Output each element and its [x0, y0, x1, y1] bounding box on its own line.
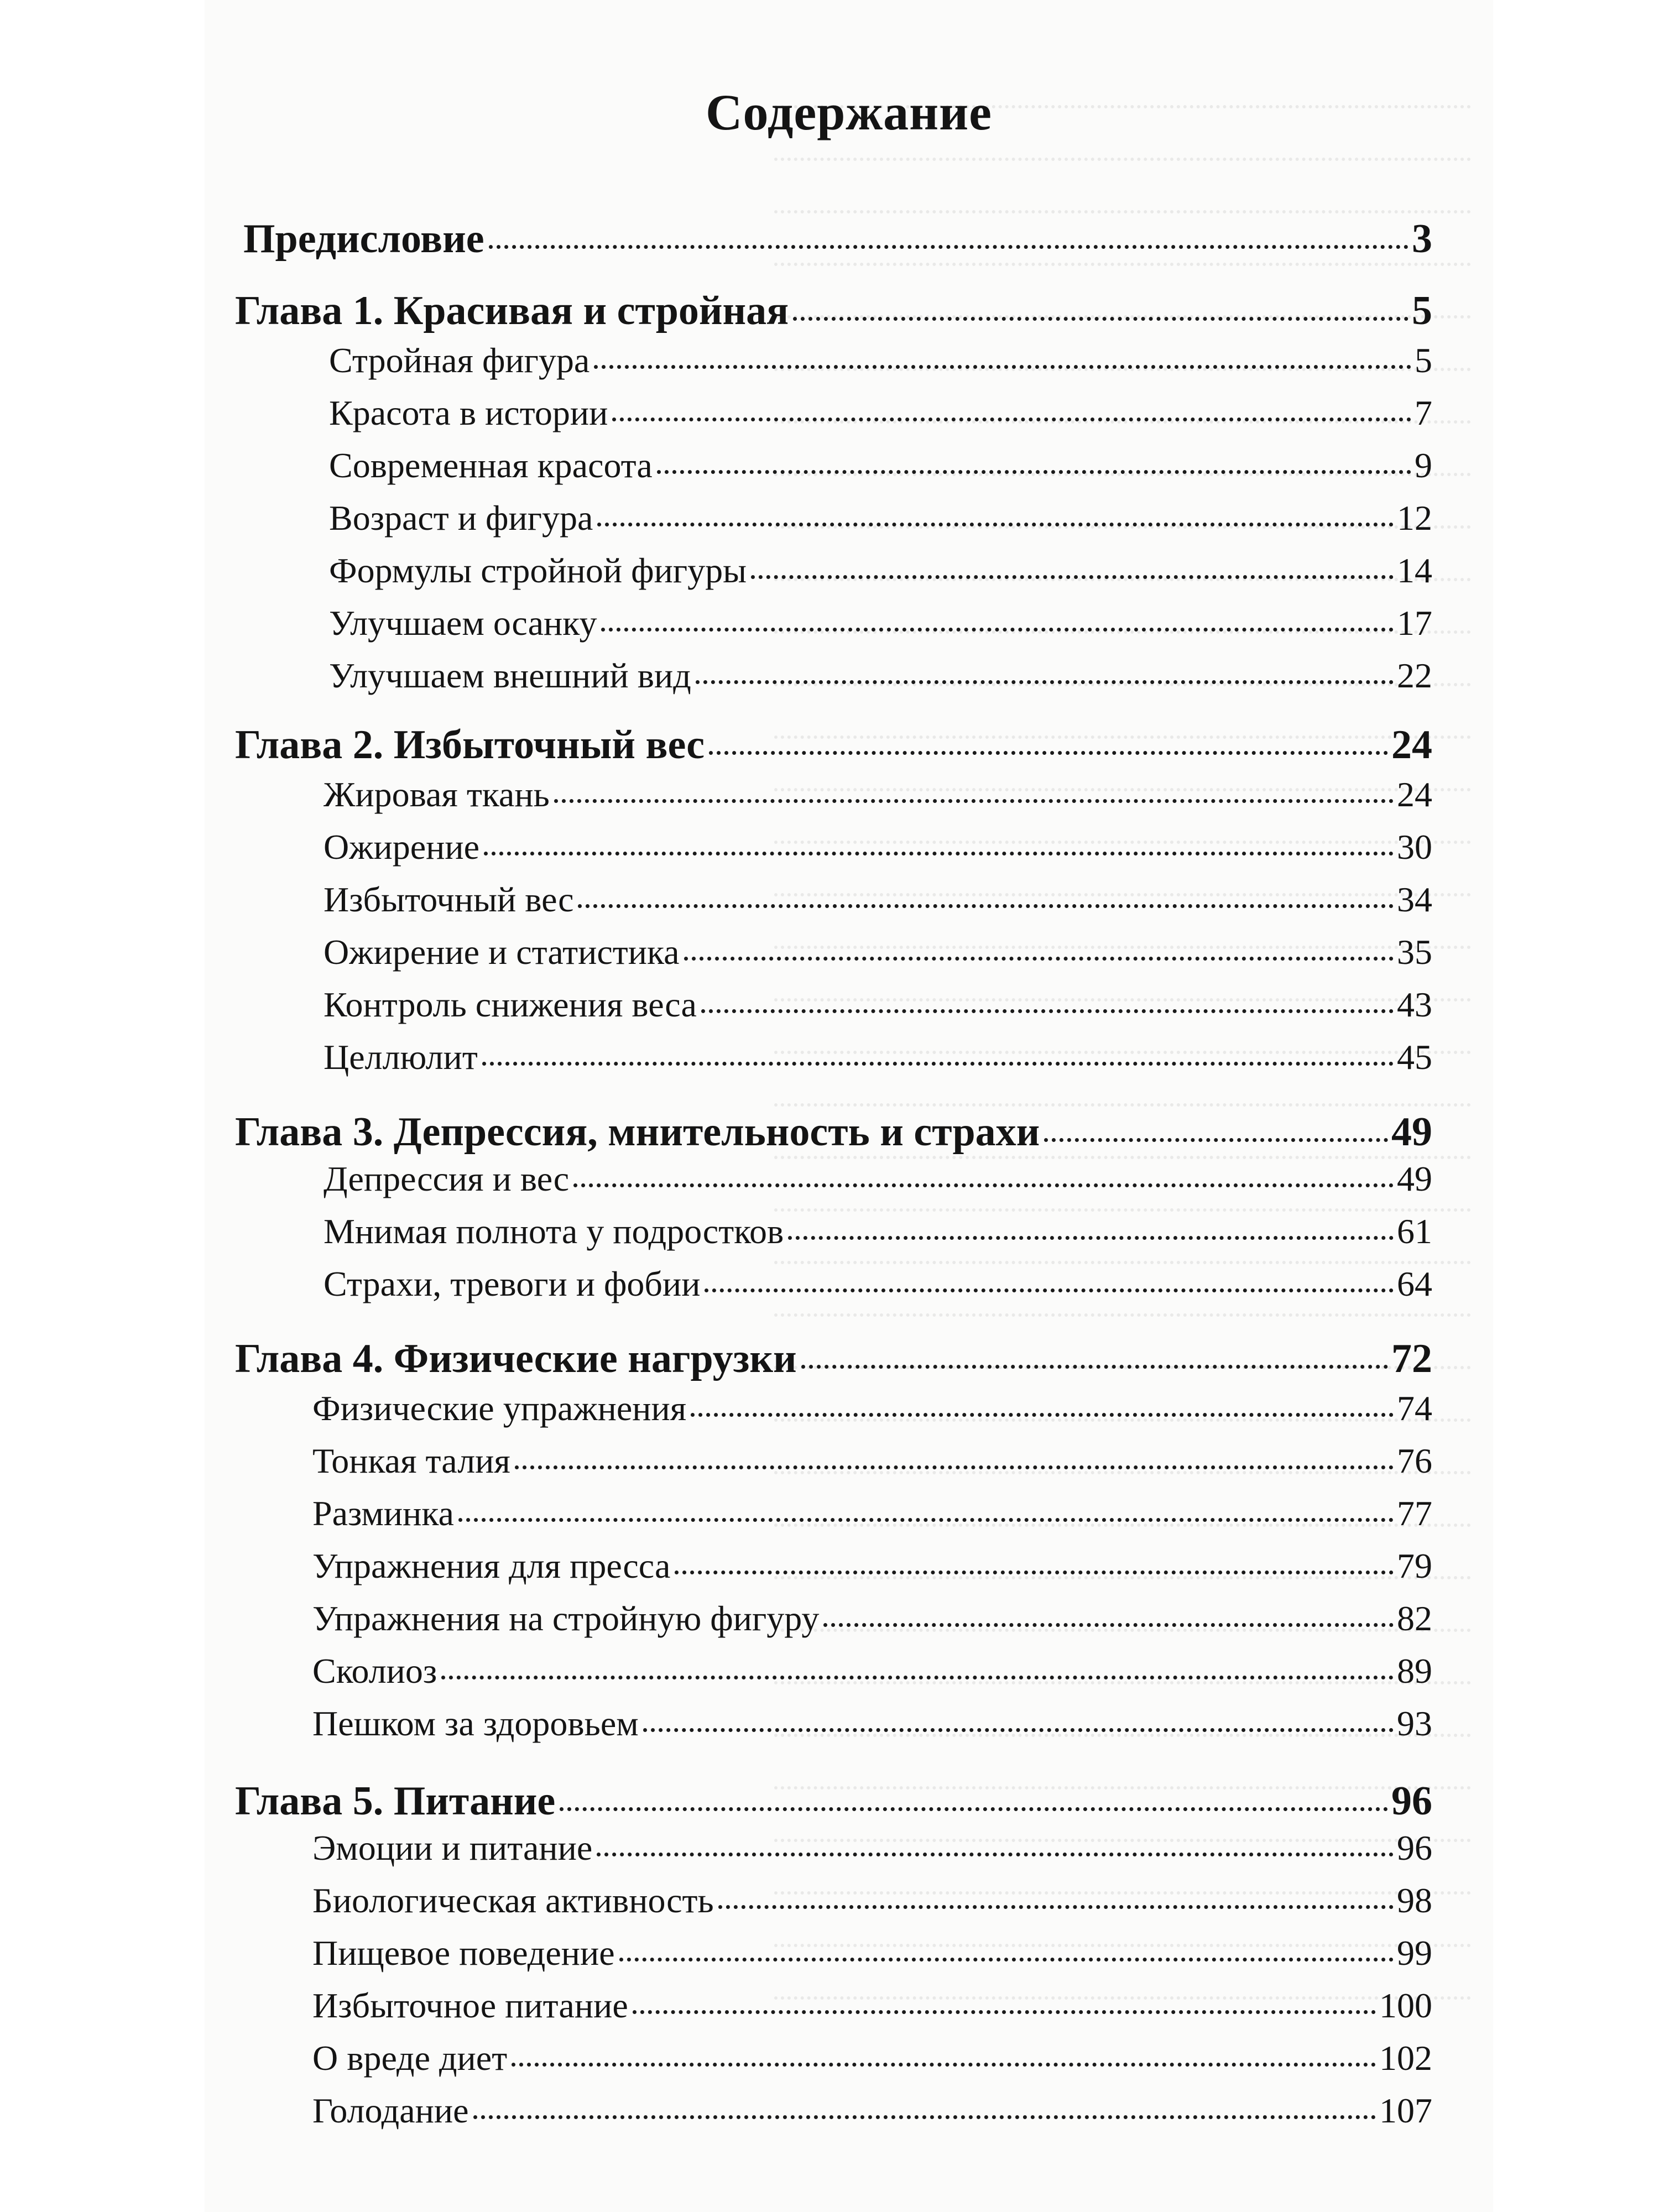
toc-page-number: 9: [1415, 446, 1432, 485]
toc-page-number: 96: [1397, 1828, 1432, 1867]
table-of-contents: [205, 0, 1493, 2212]
dot-leader: [458, 1518, 1394, 1522]
toc-page-number: 5: [1412, 288, 1432, 333]
toc-entry-title: Ожирение: [324, 827, 479, 867]
dot-leader: [823, 1623, 1394, 1627]
toc-entry-title: Избыточное питание: [312, 1986, 628, 2025]
toc-page-number: 14: [1397, 551, 1432, 590]
toc-page-number: 49: [1391, 1109, 1432, 1155]
dot-leader: [597, 523, 1394, 526]
toc-page-number: 64: [1397, 1264, 1432, 1303]
toc-chapter-entry: [235, 722, 1432, 768]
dot-leader: [515, 1465, 1394, 1469]
toc-entry-title: Упражнения для пресса: [312, 1546, 671, 1585]
toc-entry-title: Улучшаем осанку: [329, 603, 597, 643]
toc-page-number: 76: [1397, 1441, 1432, 1480]
toc-entry-title: Глава 2. Избыточный вес: [235, 722, 705, 768]
dot-leader: [554, 799, 1394, 803]
toc-section-entry: [312, 1601, 1432, 1636]
toc-page-number: 74: [1397, 1389, 1432, 1428]
toc-entry-title: Упражнения на стройную фигуру: [312, 1599, 820, 1638]
toc-section-entry: [312, 2093, 1432, 2128]
toc-entry-title: О вреде диет: [312, 2038, 508, 2078]
dot-leader: [633, 2010, 1376, 2014]
toc-page-number: 12: [1397, 498, 1432, 538]
toc-entry-title: Депрессия и вес: [324, 1159, 570, 1198]
toc-section-entry: [329, 500, 1432, 536]
dot-leader: [612, 418, 1411, 421]
toc-entry-title: Физические упражнения: [312, 1389, 687, 1428]
toc-page-number: 34: [1397, 880, 1432, 919]
dot-leader: [512, 2063, 1376, 2067]
toc-entry-title: Красота в истории: [329, 393, 608, 432]
toc-section-entry: [312, 1496, 1432, 1531]
dot-leader: [684, 957, 1394, 961]
toc-entry-title: Современная красота: [329, 446, 653, 485]
dot-leader: [601, 628, 1394, 632]
toc-entry-title: Целлюлит: [324, 1037, 478, 1077]
dot-leader: [801, 1365, 1388, 1369]
toc-section-entry: [329, 448, 1432, 483]
dot-leader: [482, 1062, 1394, 1066]
toc-chapter-entry: [243, 216, 1432, 262]
dot-leader: [578, 904, 1394, 908]
page-title: Содержание: [706, 84, 992, 140]
toc-section-entry: [312, 2038, 1432, 2078]
toc-page-number: 49: [1397, 1159, 1432, 1198]
toc-entry-title: Избыточный вес: [324, 880, 574, 919]
toc-section-entry: [312, 1830, 1432, 1866]
toc-entry-title: Предисловие: [243, 216, 484, 262]
dot-leader: [484, 852, 1394, 855]
dot-leader: [489, 245, 1408, 249]
toc-entry-title: Страхи, тревоги и фобии: [324, 1264, 701, 1303]
toc-page-number: 35: [1397, 932, 1432, 972]
dot-leader: [696, 680, 1394, 684]
dot-leader: [619, 1958, 1394, 1961]
dot-leader: [657, 470, 1411, 474]
toc-page-number: 24: [1391, 722, 1432, 768]
toc-entry-title: Тонкая талия: [312, 1441, 510, 1480]
dot-leader: [691, 1413, 1394, 1417]
toc-page-number: 89: [1397, 1651, 1432, 1691]
toc-entry-title: Эмоции и питание: [312, 1828, 593, 1867]
dot-leader: [788, 1236, 1394, 1240]
dot-leader: [643, 1728, 1394, 1732]
toc-entry-title: Биологическая активность: [312, 1881, 714, 1920]
toc-page-number: 30: [1397, 827, 1432, 867]
toc-section-entry: [312, 1883, 1432, 1918]
toc-entry-title: Пешком за здоровьем: [312, 1704, 639, 1743]
toc-entry-title: Формулы стройной фигуры: [329, 551, 747, 590]
toc-section-entry: [329, 658, 1432, 693]
toc-section-entry: [324, 1037, 1432, 1077]
toc-entry-title: Пищевое поведение: [312, 1933, 615, 1973]
toc-entry-title: Глава 3. Депрессия, мнительность и страхи: [235, 1109, 1040, 1155]
toc-page-number: 100: [1379, 1986, 1432, 2025]
toc-section-entry: [324, 882, 1432, 917]
toc-page-number: 5: [1415, 341, 1432, 380]
dot-leader: [594, 365, 1411, 369]
dot-leader: [751, 575, 1394, 579]
dot-leader: [709, 751, 1388, 755]
dot-leader: [597, 1853, 1394, 1856]
toc-chapter-entry: [235, 1338, 1432, 1379]
toc-entry-title: Жировая ткань: [324, 775, 550, 814]
toc-entry-title: Глава 4. Физические нагрузки: [235, 1336, 797, 1381]
toc-section-entry: [312, 1933, 1432, 1973]
dot-leader: [718, 1905, 1394, 1909]
toc-section-entry: [324, 1266, 1432, 1302]
toc-page-number: 99: [1397, 1933, 1432, 1973]
toc-entry-title: Глава 5. Питание: [235, 1778, 556, 1824]
toc-section-entry: [324, 827, 1432, 867]
toc-section-entry: [324, 777, 1432, 812]
dot-leader: [675, 1571, 1394, 1574]
toc-section-entry: [324, 1161, 1432, 1197]
toc-section-entry: [324, 1214, 1432, 1249]
toc-section-entry: [312, 1988, 1432, 2023]
toc-section-entry: [312, 1653, 1432, 1689]
dot-leader: [701, 1009, 1394, 1013]
toc-page-number: 45: [1397, 1037, 1432, 1077]
toc-chapter-entry: [235, 290, 1432, 331]
toc-section-entry: [329, 553, 1432, 588]
toc-section-entry: [312, 1391, 1432, 1426]
toc-entry-title: Ожирение и статистика: [324, 932, 680, 972]
toc-entry-title: Возраст и фигура: [329, 498, 593, 538]
toc-entry-title: Глава 1. Красивая и стройная: [235, 288, 789, 333]
dot-leader: [441, 1676, 1394, 1679]
toc-page-number: 17: [1397, 603, 1432, 643]
toc-page-number: 96: [1391, 1778, 1432, 1824]
toc-page-number: 43: [1397, 985, 1432, 1024]
toc-chapter-entry: [235, 1778, 1432, 1824]
toc-entry-title: Разминка: [312, 1494, 454, 1533]
toc-section-entry: [324, 987, 1432, 1022]
toc-section-entry: [324, 932, 1432, 972]
toc-page-number: 61: [1397, 1212, 1432, 1251]
toc-page-number: 24: [1397, 775, 1432, 814]
toc-section-entry: [329, 343, 1432, 378]
toc-section-entry: [312, 1443, 1432, 1479]
toc-entry-title: Улучшаем внешний вид: [329, 656, 691, 695]
toc-page-number: 98: [1397, 1881, 1432, 1920]
toc-page-number: 77: [1397, 1494, 1432, 1533]
toc-section-entry: [329, 603, 1432, 643]
dot-leader: [560, 1807, 1388, 1811]
toc-page-number: 22: [1397, 656, 1432, 695]
dot-leader: [705, 1288, 1394, 1292]
toc-page-number: 72: [1391, 1336, 1432, 1381]
toc-section-entry: [312, 1706, 1432, 1741]
toc-entry-title: Сколиоз: [312, 1651, 437, 1691]
toc-chapter-entry: [235, 1109, 1432, 1155]
toc-entry-title: Голодание: [312, 2091, 469, 2130]
toc-page-number: 93: [1397, 1704, 1432, 1743]
toc-page-number: 82: [1397, 1599, 1432, 1638]
toc-entry-title: Контроль снижения веса: [324, 985, 697, 1024]
toc-section-entry: [312, 1548, 1432, 1584]
toc-entry-title: Мнимая полнота у подростков: [324, 1212, 784, 1251]
dot-leader: [1044, 1138, 1388, 1142]
toc-section-entry: [329, 395, 1432, 431]
dot-leader: [473, 2115, 1376, 2119]
toc-page-number: 7: [1415, 393, 1432, 432]
toc-page-number: 79: [1397, 1546, 1432, 1585]
toc-page-number: 102: [1379, 2038, 1432, 2078]
dot-leader: [573, 1183, 1394, 1187]
toc-entry-title: Стройная фигура: [329, 341, 590, 380]
toc-page-number: 3: [1412, 216, 1432, 262]
toc-page-number: 107: [1379, 2091, 1432, 2130]
book-page: [205, 0, 1493, 2212]
dot-leader: [793, 317, 1408, 321]
